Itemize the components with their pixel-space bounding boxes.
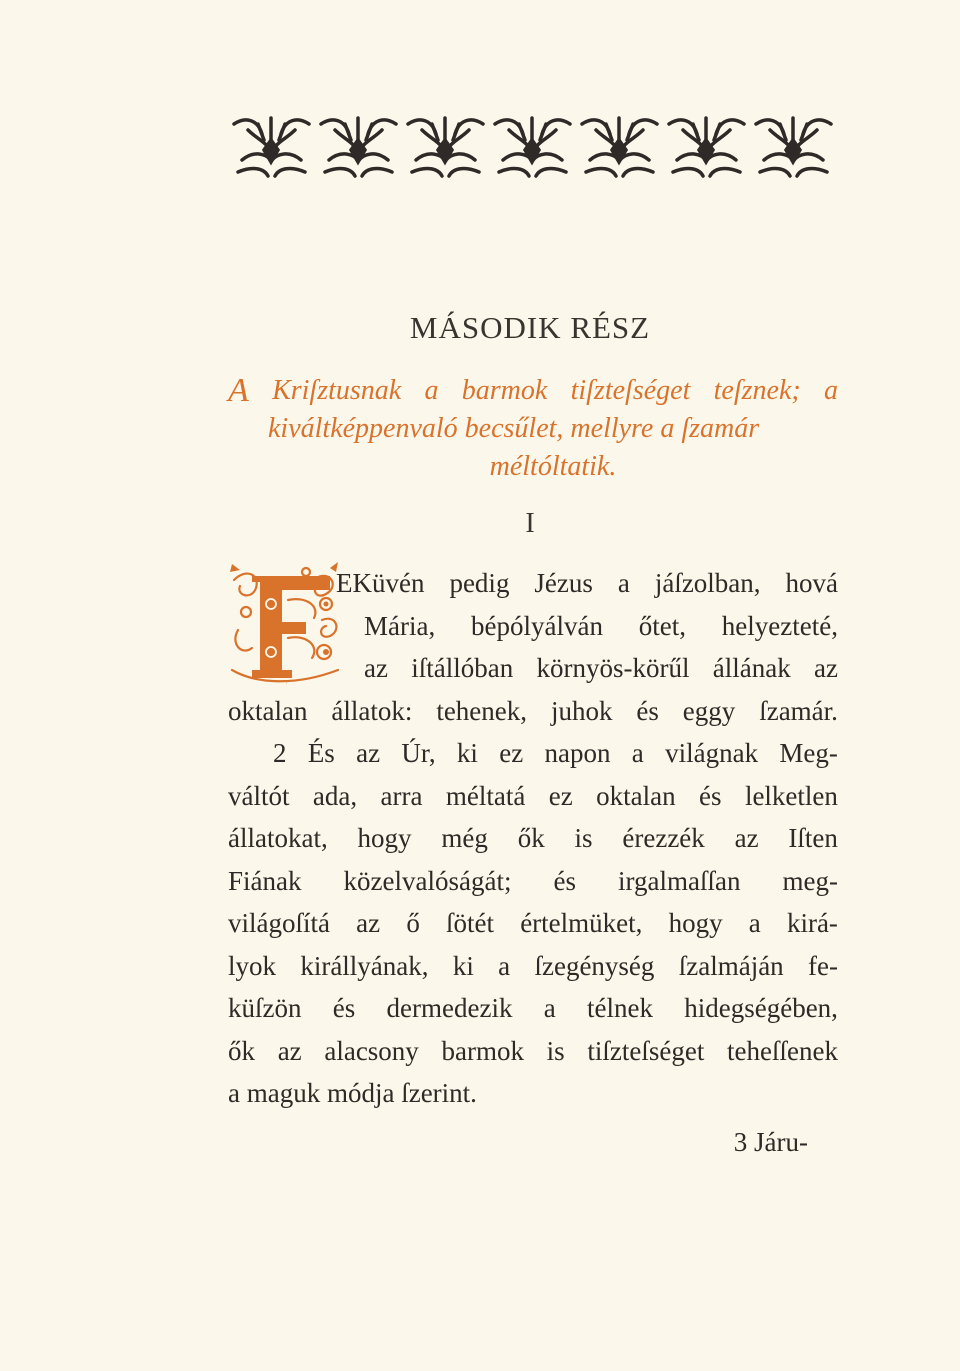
text-word: ſötét [446,908,495,938]
text-word: Iſten [788,823,838,853]
header-ornament [228,110,838,182]
text-word: oktalan [596,780,676,811]
text-word: és [699,780,722,811]
verse-number: 2 [273,738,287,768]
text-word: a [498,950,511,981]
text-word: pedig [449,568,510,598]
text-line [228,987,838,1030]
ornament-motif-icon [321,118,396,176]
text-word: közelvalóságát; [343,865,512,896]
text-word: tiſzteſséget [587,1035,705,1066]
catchword: 3 Járu- [733,1126,808,1157]
subtitle-line-1 [228,372,838,410]
body-text [228,562,838,1163]
drop-cap-letter: F [286,683,288,685]
text-word: juhok [550,695,613,726]
text-word: a [617,568,630,598]
subtitle-line-3: méltóltatik. [489,451,617,482]
text-line [228,1030,838,1073]
text-word: a [543,993,556,1023]
text-word: hogy [668,908,723,938]
vine-ornament-icon [228,110,838,182]
text-word: még [441,823,488,853]
text-word: teheſſenek [727,1035,838,1066]
ornament-motif-icon [495,118,570,176]
text-word: az [814,653,838,683]
text-word: a [748,908,761,938]
text-word: hogy [357,823,412,853]
text-word: és [553,865,576,896]
text-word: alacsony [324,1035,419,1066]
text-word: Meg- [779,738,838,768]
text-word: ſzegénység [534,950,655,981]
text-word: eggy [682,695,736,726]
text-word: ada, [312,780,358,811]
text-word: barmok [441,1035,524,1066]
subtitle-word: a [823,375,838,406]
text-word: ez [548,780,573,811]
text-word: napon [544,738,611,768]
ornament-motif-icon [756,118,831,176]
text-line [228,817,838,860]
text-word: is [546,1035,565,1066]
text-word: EKüvén [336,568,425,598]
text-word: lelketlen [744,780,838,811]
text-word: állatok: [331,695,413,726]
text-word: az [356,738,381,768]
text-word: világnak [665,738,759,768]
text-word: méltatá [445,780,526,811]
text-word: ſzamár. [759,695,838,726]
text-word: ő [406,908,420,938]
ornament-motif-icon [582,118,657,176]
text-word: kirá- [786,908,838,938]
text-word: a [631,738,644,768]
text-word: az [364,653,388,683]
text-word: környös-körűl [536,653,690,683]
ornament-motif-icon [234,118,309,176]
text-word: irgalmaſſan [617,865,741,896]
text-word: fe- [808,950,838,981]
text-word: az [734,823,759,853]
text-word: világoſítá [228,908,330,938]
text-word: királlyának, [300,950,429,981]
text-word: ki [452,950,474,981]
text-word: ők [517,823,545,853]
subtitle-word: teſznek; [713,375,801,406]
text-line [228,775,838,818]
ornament-motif-icon [669,118,744,176]
text-line [228,562,838,605]
text-word: őtet, [638,610,686,641]
subtitle-line-2: kiváltképpenvaló becsűlet, mellyre a ſzamár [268,413,760,444]
text-word: állának [712,653,791,683]
text-word: az [356,908,381,938]
text-word: meg- [782,865,838,896]
text-word: Fiának [228,865,302,896]
subtitle [228,372,838,486]
text-line [228,605,838,648]
text-line [228,690,838,733]
text-word: iſtállóban [411,653,514,683]
text-word: ők [228,1035,255,1066]
text-word: jáſzolban, [654,568,761,598]
part-title: MÁSODIK RÉSZ [409,310,651,345]
subtitle-word: A [228,372,249,409]
text-word: arra [380,780,423,811]
subtitle-word: Kriſztusnak [272,375,402,406]
text-word: hidegségében, [684,993,838,1023]
text-word: váltót [228,780,290,811]
text-word: hová [785,568,838,598]
text-word: és [636,695,659,726]
text-word: Úr, [401,738,436,768]
text-line [228,860,838,903]
text-word: lyok [228,950,277,981]
subtitle-word: a [424,375,439,406]
text-word: bépólyálván [471,610,603,641]
text-word: És [307,738,335,768]
text-word: küſzön [228,993,302,1023]
subtitle-word: tiſzteſséget [570,375,691,406]
text-line [228,945,838,988]
text-word: oktalan [228,695,308,726]
text-word: dermedezik [386,993,513,1023]
text-word: érezzék [622,823,705,853]
text-word: is [574,823,593,853]
text-word: Jézus [534,568,593,598]
text-word: helyezteté, [721,610,838,641]
text-line [228,902,838,945]
text-word: ki [456,738,478,768]
subtitle-word: barmok [461,375,548,406]
text-word: ſzalmáján [678,950,784,981]
text-line-last: a maguk módja ſzerint. [228,1078,477,1108]
text-word: ez [499,738,524,768]
text-word: télnek [586,993,653,1023]
ornament-motif-icon [408,118,483,176]
text-word: és [332,993,356,1023]
chapter-number: I [525,508,535,539]
text-word: állatokat, [228,823,328,853]
text-line [228,647,838,690]
text-word: az [277,1035,302,1066]
text-line [228,732,838,775]
text-word: értelmüket, [520,908,643,938]
text-word: Mária, [364,610,436,641]
text-word: tehenek, [436,695,528,726]
